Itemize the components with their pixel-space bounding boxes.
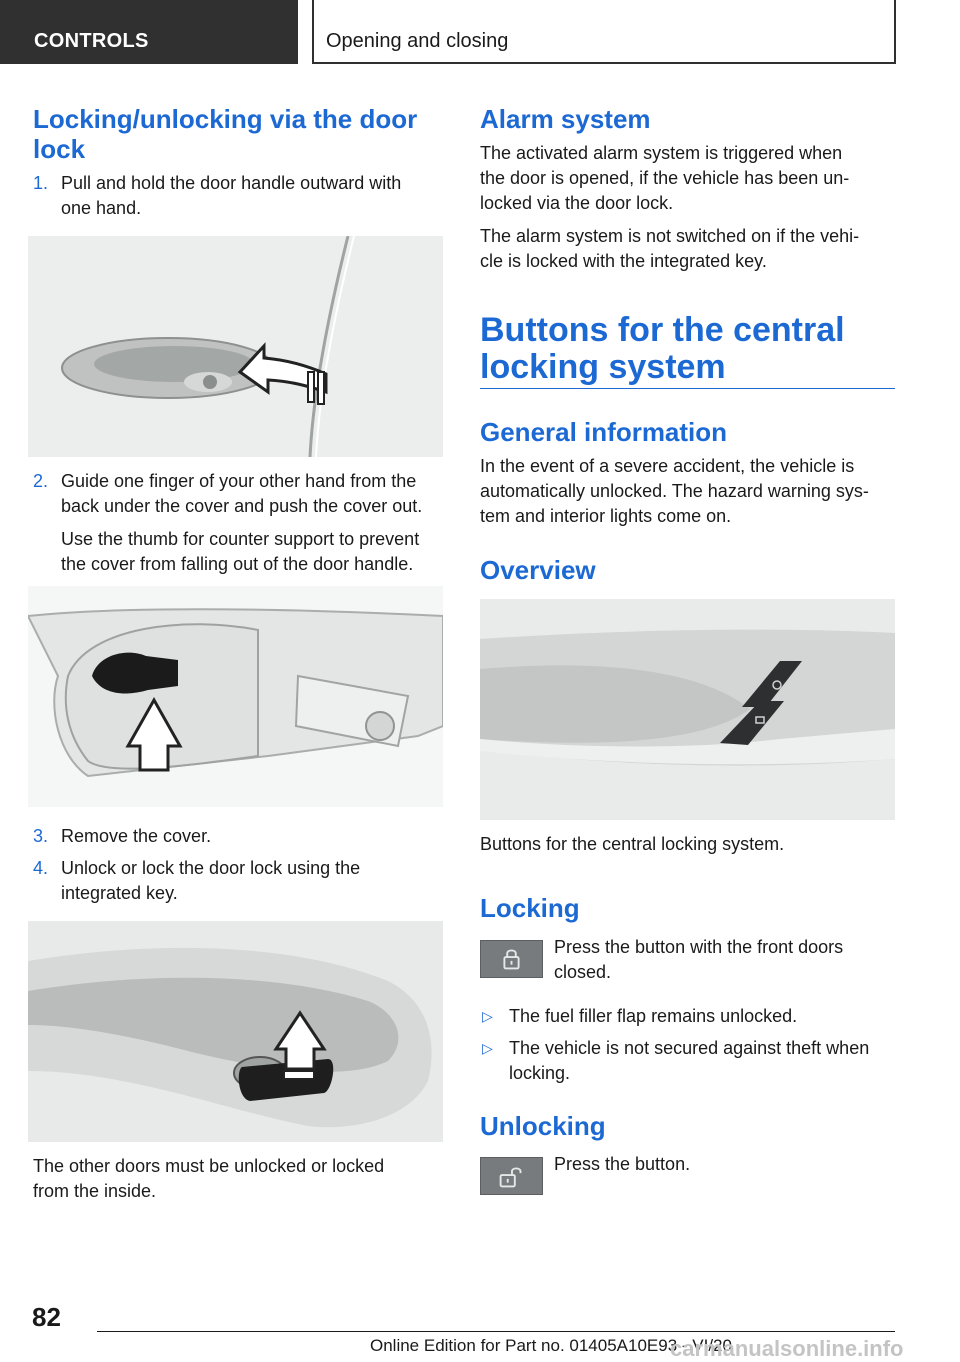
overview-caption: Buttons for the central locking system. xyxy=(480,834,785,854)
handle-cover-figure xyxy=(28,586,443,807)
text-line: The vehicle is not secured against theft when xyxy=(509,1038,870,1058)
bullet-triangle-icon: ▷ xyxy=(482,1040,493,1056)
door-handle-figure xyxy=(28,236,443,457)
watermark: carmanualsonline.info xyxy=(670,1336,904,1361)
edition-text: Online Edition for Part no. 01405A10E93 - VI/20 xyxy=(370,1336,732,1355)
locking-title: Locking xyxy=(480,893,580,923)
text-line: closed. xyxy=(554,962,612,982)
title-underline xyxy=(480,388,895,389)
alarm-paragraph-2 xyxy=(480,224,859,274)
text-line: back under the cover and push the cover out. xyxy=(61,496,423,516)
bullet-triangle-icon: ▷ xyxy=(482,1008,493,1024)
text-line: the cover from falling out of the door handle. xyxy=(61,554,414,574)
page-number: 82 xyxy=(32,1302,61,1332)
text-line: Unlock or lock the door lock using the xyxy=(61,858,361,878)
step-4-text xyxy=(61,856,360,906)
text-line: Press the button with the front doors xyxy=(554,937,844,957)
title-line: Buttons for the central xyxy=(480,311,845,349)
text-line: locking. xyxy=(509,1063,571,1083)
step-2-text xyxy=(61,469,422,577)
overview-title: Overview xyxy=(480,555,596,585)
footer-divider xyxy=(97,1331,895,1332)
integrated-key-figure xyxy=(28,921,443,1142)
text-line: tem and interior lights come on. xyxy=(480,506,732,526)
text-line: The activated alarm system is triggered when xyxy=(480,143,843,163)
step-1-text xyxy=(61,171,401,221)
section-label: CONTROLS xyxy=(34,30,149,52)
text-line: In the event of a severe accident, the vehicle is xyxy=(480,456,855,476)
text-line: The other doors must be unlocked or locked xyxy=(33,1156,385,1176)
alarm-paragraph-1 xyxy=(480,141,849,216)
text-line: from the inside. xyxy=(33,1181,157,1201)
title-line: lock xyxy=(33,134,86,164)
unlocking-title: Unlocking xyxy=(480,1111,606,1141)
step-number: 2. xyxy=(33,471,49,491)
text-line: integrated key. xyxy=(61,883,178,903)
unlocking-instruction: Press the button. xyxy=(554,1154,691,1174)
door-handle-arrow-icon xyxy=(28,236,443,457)
text-line: cle is locked with the integrated key. xyxy=(480,251,767,271)
integrated-key-lock-icon xyxy=(28,921,443,1142)
lock-button-figure xyxy=(480,940,543,978)
other-doors-note xyxy=(33,1154,384,1204)
bullet-theft xyxy=(509,1036,869,1086)
text-line: one hand. xyxy=(61,198,142,218)
text-line: Guide one finger of your other hand from the xyxy=(61,471,417,491)
section-tab xyxy=(0,0,298,64)
chapter-label: Opening and closing xyxy=(326,30,509,52)
alarm-system-title: Alarm system xyxy=(480,104,651,134)
step-number: 4. xyxy=(33,858,49,878)
title-line: Locking/unlocking via the door xyxy=(33,104,418,134)
text-line: Use the thumb for counter support to prevent xyxy=(61,529,420,549)
text-line: Pull and hold the door handle outward with xyxy=(61,173,402,193)
text-line: automatically unlocked. The hazard warning sys- xyxy=(480,481,869,501)
text-line: the door is opened, if the vehicle has been un- xyxy=(480,168,850,188)
unlock-button-figure xyxy=(480,1157,543,1195)
text-line: locked via the door lock. xyxy=(480,193,674,213)
title-line: locking system xyxy=(480,348,726,386)
general-information-title: General information xyxy=(480,417,728,447)
general-information-text xyxy=(480,454,869,529)
central-locking-title xyxy=(480,312,845,386)
central-locking-buttons-icon xyxy=(480,599,895,820)
step-3-text: Remove the cover. xyxy=(61,826,212,846)
handle-cover-push-icon xyxy=(28,586,443,807)
step-number: 1. xyxy=(33,173,49,193)
text-line: The alarm system is not switched on if the vehi- xyxy=(480,226,860,246)
step-number: 3. xyxy=(33,826,49,846)
unlock-icon xyxy=(481,1158,542,1194)
lock-icon xyxy=(481,941,542,977)
bullet-fuel-flap: The fuel filler flap remains unlocked. xyxy=(509,1006,798,1026)
chapter-tab xyxy=(312,0,896,64)
overview-figure xyxy=(480,599,895,820)
section-title-door-lock xyxy=(33,104,417,164)
locking-instruction xyxy=(554,935,843,985)
